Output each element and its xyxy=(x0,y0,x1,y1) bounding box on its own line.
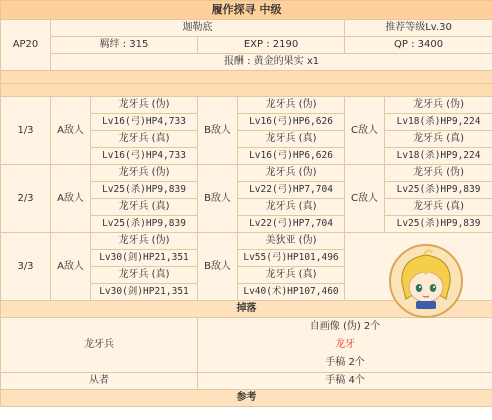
enemy-group-label: B敌人 xyxy=(198,233,238,301)
enemy-name: 龙牙兵 (真) xyxy=(238,267,345,284)
enemy-name: 龙牙兵 (伪) xyxy=(91,233,198,250)
enemy-name: 龙牙兵 (伪) xyxy=(238,165,345,182)
drop-item: 手稿 4个 xyxy=(198,373,492,390)
exp-reward: EXP : 2190 xyxy=(198,37,345,54)
qp-reward: QP : 3400 xyxy=(345,37,492,54)
drop-item-highlight: 龙牙 xyxy=(335,339,356,350)
drop-source: 龙牙兵 xyxy=(1,318,198,373)
enemy-stats: Lv16(弓)HP6,626 xyxy=(238,148,345,165)
wave-row xyxy=(1,97,492,114)
enemy-name: 龙牙兵 (真) xyxy=(91,267,198,284)
location: 迦勒底 xyxy=(51,20,345,37)
enemy-name: 龙牙兵 (真) xyxy=(91,199,198,216)
enemy-name: 龙牙兵 (真) xyxy=(238,131,345,148)
enemy-stats: Lv18(杀)HP9,224 xyxy=(385,114,492,131)
wave-label: 1/3 xyxy=(1,97,51,165)
enemy-stats: Lv55(弓)HP101,496 xyxy=(238,250,345,267)
enemy-name: 龙牙兵 (伪) xyxy=(91,165,198,182)
enemy-stats: Lv18(杀)HP9,224 xyxy=(385,148,492,165)
enemy-name: 龙牙兵 (伪) xyxy=(385,97,492,114)
enemy-stats: Lv25(杀)HP9,839 xyxy=(385,216,492,233)
enemy-group-label: A敌人 xyxy=(51,233,91,301)
drop-source: 从者 xyxy=(1,373,198,390)
enemy-name: 龙牙兵 (真) xyxy=(385,131,492,148)
enemy-stats: Lv25(杀)HP9,839 xyxy=(385,182,492,199)
recommended-level: 推荐等级Lv.30 xyxy=(345,20,492,37)
wave-row xyxy=(1,165,492,182)
drop-items xyxy=(198,318,492,373)
enemy-group-label: B敌人 xyxy=(198,165,238,233)
quest-title: 履作探寻 中级 xyxy=(1,1,492,20)
enemy-stats: Lv16(弓)HP4,733 xyxy=(91,148,198,165)
drop-item: 自画像 (伪) 2个 xyxy=(309,321,381,332)
spacer-row xyxy=(1,71,492,84)
enemy-stats: Lv25(杀)HP9,839 xyxy=(91,182,198,199)
enemy-stats: Lv22(弓)HP7,704 xyxy=(238,216,345,233)
enemy-name: 龙牙兵 (真) xyxy=(91,131,198,148)
enemy-group-label: C敌人 xyxy=(345,165,385,233)
enemy-stats: Lv30(剑)HP21,351 xyxy=(91,250,198,267)
quest-reward: 报酬 : 黄金的果实 x1 xyxy=(51,54,492,71)
enemy-stats: Lv22(弓)HP7,704 xyxy=(238,182,345,199)
bond-points: 羁绊 : 315 xyxy=(51,37,198,54)
enemy-group-label: A敌人 xyxy=(51,97,91,165)
footer-reference: 参考 xyxy=(1,390,492,407)
enemy-name: 龙牙兵 (伪) xyxy=(91,97,198,114)
spacer-row xyxy=(1,84,492,97)
enemy-group-label: C敌人 xyxy=(345,97,385,165)
chibi-saber-avatar-icon xyxy=(388,243,464,319)
enemy-name: 龙牙兵 (真) xyxy=(385,199,492,216)
enemy-name: 龙牙兵 (真) xyxy=(238,199,345,216)
drops-header: 掉落 xyxy=(1,301,492,318)
enemy-stats: Lv25(杀)HP9,839 xyxy=(91,216,198,233)
enemy-stats: Lv30(剑)HP21,351 xyxy=(91,284,198,301)
enemy-stats: Lv40(术)HP107,460 xyxy=(238,284,345,301)
drop-item: 手稿 2个 xyxy=(325,357,365,368)
enemy-name: 龙牙兵 (伪) xyxy=(238,97,345,114)
enemy-stats: Lv16(弓)HP4,733 xyxy=(91,114,198,131)
enemy-group-label: A敌人 xyxy=(51,165,91,233)
enemy-stats: Lv16(弓)HP6,626 xyxy=(238,114,345,131)
enemy-name: 美狄亚 (伪) xyxy=(238,233,345,250)
ap-cost: AP20 xyxy=(1,20,51,71)
enemy-group-label: B敌人 xyxy=(198,97,238,165)
wave-label: 2/3 xyxy=(1,165,51,233)
enemy-name: 龙牙兵 (伪) xyxy=(385,165,492,182)
wave-label: 3/3 xyxy=(1,233,51,301)
